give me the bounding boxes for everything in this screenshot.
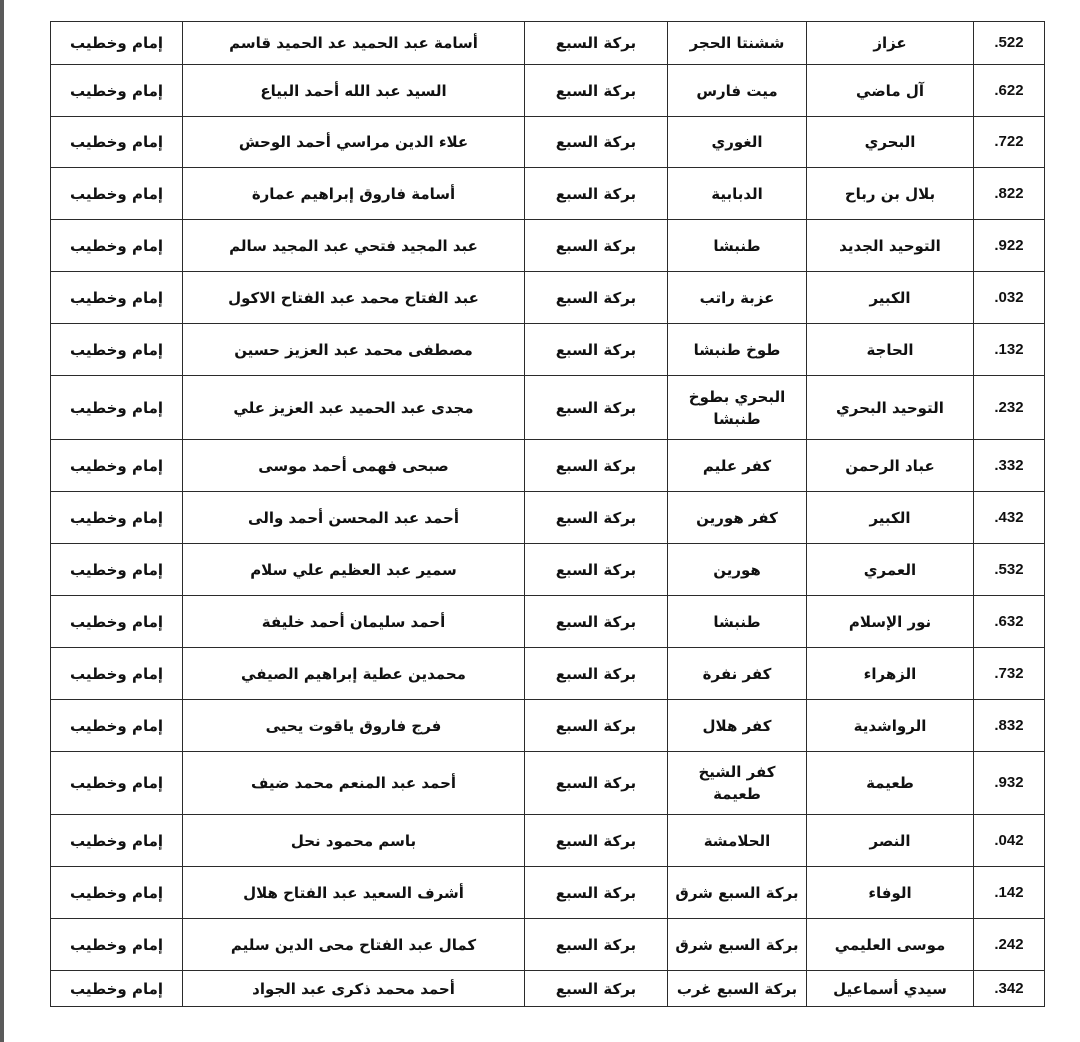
district-cell: بركة السبع — [525, 272, 668, 324]
imam-name-cell: مصطفى محمد عبد العزيز حسين — [183, 324, 525, 376]
row-number-cell: .622 — [974, 65, 1045, 117]
district-cell: بركة السبع — [525, 919, 668, 971]
role-cell: إمام وخطيب — [51, 22, 183, 65]
village-cell: كفر عليم — [668, 440, 807, 492]
table-row — [51, 220, 1045, 272]
table-row — [51, 65, 1045, 117]
mosque-cell: الكبير — [807, 492, 974, 544]
district-cell: بركة السبع — [525, 596, 668, 648]
role-cell: إمام وخطيب — [51, 492, 183, 544]
row-number-cell: .822 — [974, 168, 1045, 220]
mosque-cell: آل ماضي — [807, 65, 974, 117]
village-cell: كفر نفرة — [668, 648, 807, 700]
district-cell: بركة السبع — [525, 752, 668, 815]
table-row — [51, 815, 1045, 867]
imam-name-cell: صبحى فهمى أحمد موسى — [183, 440, 525, 492]
imam-name-cell: السيد عبد الله أحمد البياع — [183, 65, 525, 117]
imam-name-cell: علاء الدين مراسي أحمد الوحش — [183, 117, 525, 168]
role-cell: إمام وخطيب — [51, 65, 183, 117]
table-row — [51, 971, 1045, 1007]
district-cell: بركة السبع — [525, 648, 668, 700]
village-cell: كفر الشيخ طعيمة — [668, 752, 807, 815]
row-number-cell: .722 — [974, 117, 1045, 168]
imam-name-cell: أحمد محمد ذكرى عبد الجواد — [183, 971, 525, 1007]
district-cell: بركة السبع — [525, 117, 668, 168]
row-number-cell: .932 — [974, 752, 1045, 815]
imam-name-cell: فرج فاروق ياقوت يحيى — [183, 700, 525, 752]
table-row — [51, 376, 1045, 440]
row-number-cell: .132 — [974, 324, 1045, 376]
district-cell: بركة السبع — [525, 867, 668, 919]
row-number-cell: .142 — [974, 867, 1045, 919]
village-cell: هورين — [668, 544, 807, 596]
district-cell: بركة السبع — [525, 544, 668, 596]
row-number-cell: .232 — [974, 376, 1045, 440]
mosque-cell: البحري — [807, 117, 974, 168]
role-cell: إمام وخطيب — [51, 168, 183, 220]
village-cell: كفر هورين — [668, 492, 807, 544]
district-cell: بركة السبع — [525, 324, 668, 376]
imam-name-cell: أحمد عبد المنعم محمد ضيف — [183, 752, 525, 815]
mosque-cell: العمري — [807, 544, 974, 596]
mosque-cell: عباد الرحمن — [807, 440, 974, 492]
table-row — [51, 117, 1045, 168]
role-cell: إمام وخطيب — [51, 544, 183, 596]
row-number-cell: .342 — [974, 971, 1045, 1007]
district-cell: بركة السبع — [525, 700, 668, 752]
mosque-cell: الحاجة — [807, 324, 974, 376]
imam-name-cell: عبد الفتاح محمد عبد الفتاح الاكول — [183, 272, 525, 324]
mosque-cell: النصر — [807, 815, 974, 867]
table-row — [51, 272, 1045, 324]
imam-name-cell: أسامة عبد الحميد عد الحميد قاسم — [183, 22, 525, 65]
role-cell: إمام وخطيب — [51, 919, 183, 971]
role-cell: إمام وخطيب — [51, 596, 183, 648]
district-cell: بركة السبع — [525, 376, 668, 440]
role-cell: إمام وخطيب — [51, 272, 183, 324]
mosque-cell: طعيمة — [807, 752, 974, 815]
role-cell: إمام وخطيب — [51, 815, 183, 867]
village-cell: طنبشا — [668, 220, 807, 272]
table-row — [51, 867, 1045, 919]
village-cell: بركة السبع شرق — [668, 919, 807, 971]
district-cell: بركة السبع — [525, 220, 668, 272]
district-cell: بركة السبع — [525, 971, 668, 1007]
table-row — [51, 492, 1045, 544]
mosque-cell: سيدي أسماعيل — [807, 971, 974, 1007]
village-cell: ميت فارس — [668, 65, 807, 117]
role-cell: إمام وخطيب — [51, 376, 183, 440]
role-cell: إمام وخطيب — [51, 220, 183, 272]
mosque-cell: موسى العليمي — [807, 919, 974, 971]
mosque-cell: التوحيد البحري — [807, 376, 974, 440]
district-cell: بركة السبع — [525, 440, 668, 492]
imam-name-cell: أحمد عبد المحسن أحمد والى — [183, 492, 525, 544]
village-cell: بركة السبع شرق — [668, 867, 807, 919]
imam-name-cell: كمال عبد الفتاح محى الدين سليم — [183, 919, 525, 971]
table-row — [51, 440, 1045, 492]
table-row — [51, 752, 1045, 815]
roster-body — [51, 22, 1045, 1007]
row-number-cell: .922 — [974, 220, 1045, 272]
mosque-cell: الزهراء — [807, 648, 974, 700]
village-cell: الحلامشة — [668, 815, 807, 867]
row-number-cell: .632 — [974, 596, 1045, 648]
role-cell: إمام وخطيب — [51, 440, 183, 492]
district-cell: بركة السبع — [525, 168, 668, 220]
row-number-cell: .732 — [974, 648, 1045, 700]
district-cell: بركة السبع — [525, 492, 668, 544]
role-cell: إمام وخطيب — [51, 752, 183, 815]
table-row — [51, 324, 1045, 376]
imam-name-cell: أحمد سليمان أحمد خليفة — [183, 596, 525, 648]
mosque-cell: بلال بن رباح — [807, 168, 974, 220]
mosque-cell: الوفاء — [807, 867, 974, 919]
left-edge-bar — [0, 0, 4, 1042]
row-number-cell: .522 — [974, 22, 1045, 65]
village-cell: طوخ طنبشا — [668, 324, 807, 376]
imam-name-cell: أسامة فاروق إبراهيم عمارة — [183, 168, 525, 220]
imam-name-cell: عبد المجيد فتحي عبد المجيد سالم — [183, 220, 525, 272]
table-row — [51, 22, 1045, 65]
mosque-cell: عزاز — [807, 22, 974, 65]
role-cell: إمام وخطيب — [51, 648, 183, 700]
table-row — [51, 596, 1045, 648]
mosque-cell: نور الإسلام — [807, 596, 974, 648]
district-cell: بركة السبع — [525, 815, 668, 867]
row-number-cell: .432 — [974, 492, 1045, 544]
role-cell: إمام وخطيب — [51, 700, 183, 752]
table-row — [51, 544, 1045, 596]
village-cell: الدبابية — [668, 168, 807, 220]
village-cell: طنبشا — [668, 596, 807, 648]
village-cell: بركة السبع غرب — [668, 971, 807, 1007]
imam-name-cell: سمير عبد العظيم علي سلام — [183, 544, 525, 596]
imam-name-cell: باسم محمود نحل — [183, 815, 525, 867]
village-cell: عزبة راتب — [668, 272, 807, 324]
row-number-cell: .832 — [974, 700, 1045, 752]
district-cell: بركة السبع — [525, 65, 668, 117]
row-number-cell: .042 — [974, 815, 1045, 867]
role-cell: إمام وخطيب — [51, 324, 183, 376]
table-row — [51, 919, 1045, 971]
village-cell: الغوري — [668, 117, 807, 168]
role-cell: إمام وخطيب — [51, 867, 183, 919]
mosque-cell: الرواشدية — [807, 700, 974, 752]
mosque-cell: التوحيد الجديد — [807, 220, 974, 272]
row-number-cell: .032 — [974, 272, 1045, 324]
mosque-cell: الكبير — [807, 272, 974, 324]
table-row — [51, 700, 1045, 752]
imam-name-cell: مجدى عبد الحميد عبد العزيز علي — [183, 376, 525, 440]
row-number-cell: .532 — [974, 544, 1045, 596]
imam-roster-table — [50, 21, 1045, 1007]
table-row — [51, 168, 1045, 220]
district-cell: بركة السبع — [525, 22, 668, 65]
imam-name-cell: محمدين عطية إبراهيم الصيفي — [183, 648, 525, 700]
village-cell: البحري بطوخ طنبشا — [668, 376, 807, 440]
imam-name-cell: أشرف السعيد عبد الفتاح هلال — [183, 867, 525, 919]
role-cell: إمام وخطيب — [51, 971, 183, 1007]
village-cell: كفر هلال — [668, 700, 807, 752]
village-cell: ششنتا الحجر — [668, 22, 807, 65]
table-row — [51, 648, 1045, 700]
row-number-cell: .332 — [974, 440, 1045, 492]
row-number-cell: .242 — [974, 919, 1045, 971]
role-cell: إمام وخطيب — [51, 117, 183, 168]
